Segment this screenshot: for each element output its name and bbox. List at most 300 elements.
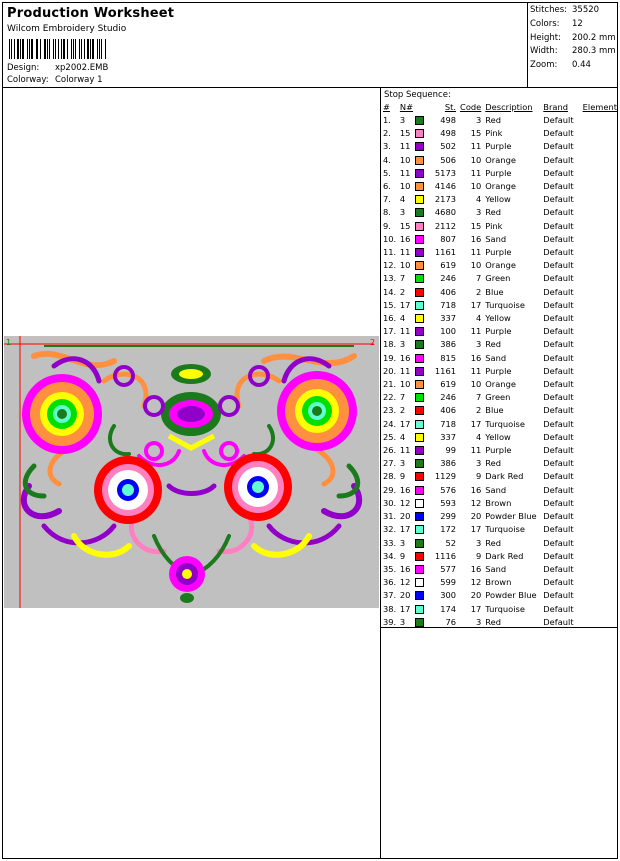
row-description: Brown (485, 497, 512, 508)
table-row (383, 550, 617, 563)
table-row (383, 523, 617, 536)
color-swatch (415, 301, 424, 310)
row-brand: Default (543, 550, 574, 561)
row-element (583, 299, 617, 312)
table-row (383, 365, 617, 378)
row-description: Powder Blue (485, 590, 537, 601)
row-brand: Default (543, 445, 574, 456)
barcode-bar (27, 39, 28, 59)
row-brand: Default (543, 339, 574, 350)
color-swatch (415, 433, 424, 442)
row-index: 5. (383, 167, 391, 178)
height-value: 200.2 mm (572, 33, 616, 43)
row-index: 16. (383, 313, 397, 324)
barcode-bar (22, 39, 24, 59)
table-row (383, 299, 617, 312)
row-element (583, 338, 617, 351)
row-index: 21. (383, 379, 397, 390)
row-index: 22. (383, 392, 397, 403)
table-row (383, 510, 617, 523)
row-swatch (415, 603, 428, 616)
row-brand: Default (543, 365, 574, 376)
row-index: 18. (383, 339, 397, 350)
row-stitches: 76 (445, 616, 457, 627)
row-swatch (415, 523, 428, 536)
table-row (383, 220, 617, 233)
row-code: 12 (470, 497, 482, 508)
row-swatch (415, 431, 428, 444)
row-index: 11. (383, 247, 397, 258)
row-swatch (415, 259, 428, 272)
row-element (583, 352, 617, 365)
row-stitches: 2173 (434, 194, 457, 205)
table-row (383, 140, 617, 153)
row-element (583, 365, 617, 378)
row-swatch (415, 484, 428, 497)
row-brand: Default (543, 577, 574, 588)
stat-colors: Colors: 12 (530, 19, 583, 29)
row-code: 11 (470, 141, 482, 152)
vendor-name: Wilcom Embroidery Studio (7, 24, 127, 34)
row-index: 23. (383, 405, 397, 416)
table-row (383, 233, 617, 246)
row-code: 11 (470, 167, 482, 178)
row-brand: Default (543, 484, 574, 495)
row-brand: Default (543, 379, 574, 390)
table-row (383, 431, 617, 444)
color-swatch (415, 327, 424, 336)
row-element (583, 325, 617, 338)
row-swatch (415, 550, 428, 563)
barcode-bar (79, 39, 80, 59)
col-swatch (415, 100, 428, 114)
row-element (583, 484, 617, 497)
table-row (383, 470, 617, 483)
row-element (583, 444, 617, 457)
row-needle: 12 (399, 577, 411, 588)
row-brand: Default (543, 128, 574, 139)
barcode-bar (47, 39, 48, 59)
row-stitches: 619 (440, 379, 457, 390)
row-swatch (415, 154, 428, 167)
row-description: Purple (485, 141, 512, 152)
color-swatch (415, 195, 424, 204)
color-swatch (415, 552, 424, 561)
row-needle: 11 (399, 141, 411, 152)
table-row (383, 537, 617, 550)
row-description: Pink (485, 128, 503, 139)
row-element (583, 497, 617, 510)
row-needle: 9 (399, 471, 406, 482)
col-stitches: St. (444, 102, 457, 112)
table-row (383, 352, 617, 365)
color-swatch (415, 486, 424, 495)
row-code: 11 (470, 445, 482, 456)
row-swatch (415, 220, 428, 233)
row-stitches: 406 (440, 405, 457, 416)
row-swatch (415, 299, 428, 312)
col-needle: N# (399, 102, 414, 112)
row-stitches: 299 (440, 511, 457, 522)
row-description: Red (485, 115, 502, 125)
col-brand: Brand (543, 102, 568, 112)
row-description: Blue (485, 405, 504, 416)
barcode-bar (97, 39, 98, 59)
row-code: 15 (470, 128, 482, 139)
row-brand: Default (543, 141, 574, 152)
row-brand: Default (543, 590, 574, 601)
row-needle: 7 (399, 273, 406, 284)
row-description: Yellow (485, 194, 511, 205)
stat-width: Width: 280.3 mm (530, 46, 616, 56)
row-brand: Default (543, 352, 574, 363)
row-element (583, 576, 617, 589)
row-index: 35. (383, 563, 397, 574)
design-label: Design: (7, 63, 40, 73)
col-description: Description (485, 102, 533, 112)
row-description: Purple (485, 445, 512, 456)
row-brand: Default (543, 392, 574, 403)
row-element (583, 391, 617, 404)
barcode-bar (40, 39, 41, 59)
row-index: 32. (383, 524, 397, 535)
barcode-bar (105, 39, 106, 59)
worksheet-body (2, 87, 618, 859)
row-needle: 3 (399, 616, 406, 627)
row-code: 10 (470, 379, 482, 390)
row-index: 29. (383, 484, 397, 495)
row-code: 17 (470, 524, 482, 535)
barcode-bar (9, 39, 10, 59)
barcode-bar (90, 39, 91, 59)
row-needle: 16 (399, 563, 411, 574)
row-index: 12. (383, 260, 397, 271)
row-swatch (415, 418, 428, 431)
table-row (383, 167, 617, 180)
color-swatch (415, 182, 424, 191)
row-brand: Default (543, 115, 574, 125)
row-stitches: 576 (440, 484, 457, 495)
row-brand: Default (543, 511, 574, 522)
row-needle: 17 (399, 524, 411, 535)
row-stitches: 718 (440, 299, 457, 310)
table-row (383, 576, 617, 589)
row-swatch (415, 352, 428, 365)
row-needle: 11 (399, 326, 411, 337)
row-code: 17 (470, 418, 482, 429)
row-stitches: 498 (440, 115, 457, 125)
table-row (383, 246, 617, 259)
row-swatch (415, 616, 428, 629)
table-row (383, 497, 617, 510)
stitches-value: 35520 (572, 5, 600, 15)
row-swatch (415, 589, 428, 602)
design-value: xp2002.EMB (55, 63, 109, 73)
row-code: 16 (470, 233, 482, 244)
barcode-bar (63, 39, 65, 59)
color-swatch (415, 261, 424, 270)
row-swatch (415, 444, 428, 457)
row-code: 3 (476, 339, 482, 350)
row-stitches: 246 (440, 392, 457, 403)
row-element (583, 404, 617, 417)
row-brand: Default (543, 524, 574, 535)
row-element (583, 259, 617, 272)
row-index: 2. (383, 128, 391, 139)
row-needle: 11 (399, 445, 411, 456)
row-needle: 16 (399, 233, 411, 244)
row-code: 11 (470, 247, 482, 258)
table-row (383, 127, 617, 140)
table-row (383, 444, 617, 457)
color-swatch (415, 208, 424, 217)
row-brand: Default (543, 563, 574, 574)
row-description: Purple (485, 167, 512, 178)
row-code: 4 (476, 313, 482, 324)
row-needle: 2 (399, 405, 406, 416)
barcode-bar (49, 39, 50, 59)
barcode-bar (67, 39, 68, 59)
row-swatch (415, 312, 428, 325)
row-stitches: 386 (440, 339, 457, 350)
row-element (583, 246, 617, 259)
row-brand: Default (543, 233, 574, 244)
row-needle: 10 (399, 379, 411, 390)
row-code: 16 (470, 352, 482, 363)
row-stitches: 406 (440, 286, 457, 297)
row-stitches: 599 (440, 577, 457, 588)
row-element (583, 140, 617, 153)
row-description: Purple (485, 326, 512, 337)
color-swatch (415, 393, 424, 402)
row-description: Orange (485, 379, 516, 390)
table-row (383, 114, 617, 127)
page-title: Production Worksheet (7, 6, 175, 21)
row-index: 15. (383, 299, 397, 310)
row-stitches: 174 (440, 603, 457, 614)
row-description: Yellow (485, 313, 511, 324)
barcode-bar (44, 39, 46, 59)
table-row (383, 391, 617, 404)
table-row (383, 404, 617, 417)
row-index: 26. (383, 445, 397, 456)
row-description: Dark Red (485, 471, 524, 482)
row-stitches: 1116 (434, 550, 457, 561)
embroidery-artwork (4, 336, 379, 608)
row-element (583, 312, 617, 325)
row-brand: Default (543, 260, 574, 271)
row-index: 33. (383, 537, 397, 548)
row-code: 7 (476, 392, 482, 403)
row-code: 15 (470, 220, 482, 231)
row-index: 34. (383, 550, 397, 561)
stop-sequence-table (383, 100, 617, 629)
color-swatch (415, 472, 424, 481)
color-swatch (415, 169, 424, 178)
row-element (583, 510, 617, 523)
table-row (383, 180, 617, 193)
row-needle: 10 (399, 181, 411, 192)
row-description: Dark Red (485, 550, 524, 561)
color-swatch (415, 406, 424, 415)
row-index: 1. (383, 115, 391, 125)
row-index: 19. (383, 352, 397, 363)
row-swatch (415, 193, 428, 206)
color-swatch (415, 274, 424, 283)
colors-value: 12 (572, 19, 583, 29)
row-swatch (415, 378, 428, 391)
row-index: 24. (383, 418, 397, 429)
barcode-bar (37, 39, 38, 59)
barcode-bar (81, 39, 82, 59)
row-brand: Default (543, 497, 574, 508)
colorway-label: Colorway: (7, 75, 49, 85)
row-element (583, 154, 617, 167)
table-row (383, 418, 617, 431)
row-description: Purple (485, 247, 512, 258)
row-needle: 16 (399, 352, 411, 363)
design-preview (4, 336, 379, 608)
row-element (583, 233, 617, 246)
color-swatch (415, 222, 424, 231)
row-element (583, 206, 617, 219)
worksheet-header (2, 2, 528, 88)
table-row (383, 325, 617, 338)
row-element (583, 378, 617, 391)
row-index: 30. (383, 497, 397, 508)
row-element (583, 523, 617, 536)
row-needle: 11 (399, 365, 411, 376)
barcode-bar (55, 39, 56, 59)
col-code: Code (460, 102, 482, 112)
row-stitches: 386 (440, 458, 457, 469)
color-swatch (415, 512, 424, 521)
row-swatch (415, 167, 428, 180)
row-swatch (415, 470, 428, 483)
row-code: 2 (476, 286, 482, 297)
row-brand: Default (543, 154, 574, 165)
table-row (383, 312, 617, 325)
row-description: Sand (485, 352, 507, 363)
row-index: 3. (383, 141, 391, 152)
row-swatch (415, 365, 428, 378)
row-description: Turquoise (485, 418, 525, 429)
row-stitches: 718 (440, 418, 457, 429)
row-swatch (415, 272, 428, 285)
row-needle: 3 (399, 115, 406, 125)
row-stitches: 246 (440, 273, 457, 284)
row-code: 17 (470, 299, 482, 310)
row-stitches: 337 (440, 313, 457, 324)
row-index: 7. (383, 194, 391, 205)
table-row (383, 603, 617, 616)
row-needle: 12 (399, 497, 411, 508)
row-code: 17 (470, 603, 482, 614)
row-code: 10 (470, 154, 482, 165)
width-value: 280.3 mm (572, 46, 616, 56)
barcode (9, 39, 107, 59)
row-element (583, 616, 617, 629)
flower-lower-left (94, 456, 162, 524)
row-stitches: 2112 (434, 220, 457, 231)
row-description: Green (485, 273, 511, 284)
table-row (383, 378, 617, 391)
barcode-bar (84, 39, 85, 59)
row-element (583, 589, 617, 602)
row-element (583, 418, 617, 431)
table-row (383, 338, 617, 351)
flower-right (277, 371, 357, 451)
row-description: Sand (485, 563, 507, 574)
row-needle: 3 (399, 537, 406, 548)
row-swatch (415, 510, 428, 523)
design-stats (527, 2, 618, 88)
row-stitches: 5173 (434, 167, 457, 178)
marker-end: 2 (370, 338, 376, 347)
flower-lower-right (224, 453, 292, 521)
row-stitches: 1161 (434, 247, 457, 258)
row-stitches: 52 (445, 537, 457, 548)
barcode-bar (73, 39, 74, 59)
color-swatch (415, 380, 424, 389)
row-element (583, 286, 617, 299)
row-index: 39. (383, 616, 397, 627)
row-swatch (415, 563, 428, 576)
barcode-bar (53, 39, 54, 59)
row-index: 27. (383, 458, 397, 469)
color-swatch (415, 605, 424, 614)
row-index: 9. (383, 220, 391, 231)
row-element (583, 220, 617, 233)
color-swatch (415, 420, 424, 429)
row-brand: Default (543, 471, 574, 482)
color-swatch (415, 367, 424, 376)
barcode-bar (92, 39, 94, 59)
row-brand: Default (543, 194, 574, 205)
row-element (583, 127, 617, 140)
row-description: Red (485, 207, 502, 218)
row-code: 10 (470, 181, 482, 192)
barcode-bar (87, 39, 88, 59)
table-row (383, 616, 617, 629)
barcode-bar (14, 39, 15, 59)
row-index: 13. (383, 273, 397, 284)
row-brand: Default (543, 220, 574, 231)
row-code: 3 (476, 616, 482, 627)
row-brand: Default (543, 247, 574, 258)
barcode-bar (31, 39, 32, 59)
row-needle: 16 (399, 484, 411, 495)
row-code: 3 (476, 115, 482, 125)
row-needle: 7 (399, 392, 406, 403)
row-needle: 3 (399, 458, 406, 469)
row-brand: Default (543, 458, 574, 469)
row-stitches: 593 (440, 497, 457, 508)
color-swatch (415, 142, 424, 151)
row-brand: Default (543, 326, 574, 337)
table-row (383, 563, 617, 576)
row-index: 28. (383, 471, 397, 482)
row-element (583, 537, 617, 550)
row-needle: 9 (399, 550, 406, 561)
row-element (583, 550, 617, 563)
row-description: Red (485, 616, 502, 627)
row-code: 2 (476, 405, 482, 416)
row-index: 17. (383, 326, 397, 337)
row-stitches: 502 (440, 141, 457, 152)
row-stitches: 619 (440, 260, 457, 271)
barcode-bar (17, 39, 18, 59)
